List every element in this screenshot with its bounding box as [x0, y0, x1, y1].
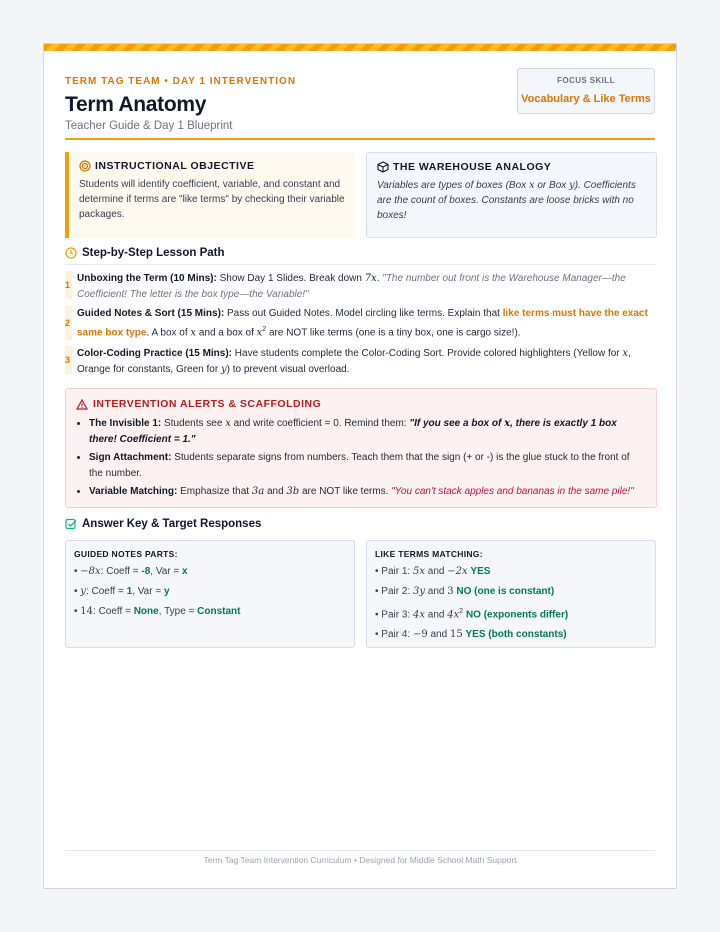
alert-title: Variable Matching:: [89, 486, 178, 497]
step-title: Color-Coding Practice (15 Mins):: [77, 348, 233, 359]
step-title: Unboxing the Term (10 Mins):: [77, 273, 217, 284]
like-terms-card: [366, 540, 656, 648]
objective-card: [65, 152, 355, 238]
alert-item: [89, 450, 646, 482]
lesson-step: [65, 346, 655, 378]
alerts-card: [65, 388, 657, 508]
analogy-card: [366, 152, 657, 238]
alert-item: • Variable Matching: Emphasize that 3a and 3b are NOT like terms. "You can't stack apples and bananas in the same pile!": [89, 484, 646, 500]
alert-item: • The Invisible 1: Students see x and write coefficient = 0. Remind them: "If you see a box of x, there is exactly 1 box there! Coefficient = 1.": [89, 416, 646, 448]
answer-row: • Pair 1: 5x and −2x YES: [375, 566, 491, 577]
step-text: Color-Coding Practice (15 Mins): Have students complete the Color-Coding Sort. Provide colored highlighters (Yellow for x, Orange for constants, Green for y) to prevent visual overload.: [77, 348, 631, 375]
guided-notes-card: [65, 540, 355, 648]
step-title: Guided Notes & Sort (15 Mins):: [77, 308, 225, 319]
worksheet-page: [43, 43, 677, 889]
analogy-body: Variables are types of boxes (Box x or Box y). Coefficients are the count of boxes. Constants are loose bricks with no boxes!: [377, 180, 636, 221]
alert-title: Sign Attachment:: [89, 452, 172, 463]
objective-body: Students will identify coefficient, variable, and constant and determine if terms are "like terms" by checking their variable packages.: [79, 179, 345, 220]
analogy-title: THE WAREHOUSE ANALOGY: [393, 161, 552, 173]
alerts-title: INTERVENTION ALERTS & SCAFFOLDING: [93, 398, 322, 410]
answers-heading: [65, 518, 261, 530]
focus-skill-label: FOCUS SKILL: [557, 76, 615, 85]
focus-skill-card: [517, 68, 655, 114]
lesson-title: Step-by-Step Lesson Path: [82, 247, 225, 259]
page-title: Term Anatomy: [65, 93, 207, 116]
answer-row: • Pair 3: 4x and $4x^2$ NO (exponents differ): [375, 608, 569, 621]
alerts-list: [89, 416, 646, 500]
lesson-heading: [65, 247, 225, 259]
answer-row: • 14: Coeff = None, Type = Constant: [74, 606, 241, 617]
top-stripe: [44, 44, 676, 51]
lesson-step: [65, 306, 655, 341]
step-number: 2: [65, 306, 72, 340]
answer-row: • Pair 2: 3y and 3 NO (one is constant): [375, 586, 555, 597]
answer-row: • Pair 4: −9 and 15 YES (both constants): [375, 629, 567, 641]
lesson-step: [65, 271, 655, 303]
like-terms-title: LIKE TERMS MATCHING:: [375, 549, 483, 559]
answers-title: Answer Key & Target Responses: [82, 518, 262, 530]
warning-icon: [76, 399, 88, 410]
alert-title: The Invisible 1:: [89, 418, 162, 429]
target-icon: [79, 160, 91, 172]
kicker: TERM TAG TEAM • DAY 1 INTERVENTION: [65, 76, 297, 87]
answer-row: • y: Coeff = 1, Var = y: [74, 586, 170, 597]
answer-row: • −8x: Coeff = -8, Var = x: [74, 566, 188, 577]
alert-body: Students separate signs from numbers. Teach them that the sign (+ or -) is the glue stuck to the front of the number.: [89, 452, 630, 479]
clock-icon: [65, 247, 77, 259]
page-header: [65, 68, 655, 140]
checkbox-icon: [65, 518, 77, 530]
step-text: Guided Notes & Sort (15 Mins): Pass out Guided Notes. Model circling like terms. Explain that like terms must have the exact same box type. A box of x and a box of $x^2$ are NOT like terms (one is a tiny box, one is cargo size!).: [77, 308, 648, 339]
step-number: 3: [65, 346, 72, 374]
page-subtitle: Teacher Guide & Day 1 Blueprint: [65, 120, 233, 132]
page-footer: Term Tag Team Intervention Curriculum • Designed for Middle School Math Support: [65, 850, 655, 865]
box-icon: [377, 161, 389, 173]
objective-title: INSTRUCTIONAL OBJECTIVE: [95, 160, 255, 172]
guided-notes-title: GUIDED NOTES PARTS:: [74, 549, 178, 559]
divider: [65, 264, 655, 265]
step-text: Unboxing the Term (10 Mins): Show Day 1 Slides. Break down 7x. "The number out front is the Warehouse Manager—the Coefficient! The letter is the box type—the Variable!": [77, 273, 626, 300]
step-number: 1: [65, 271, 72, 299]
focus-skill-value: Vocabulary & Like Terms: [521, 93, 651, 105]
